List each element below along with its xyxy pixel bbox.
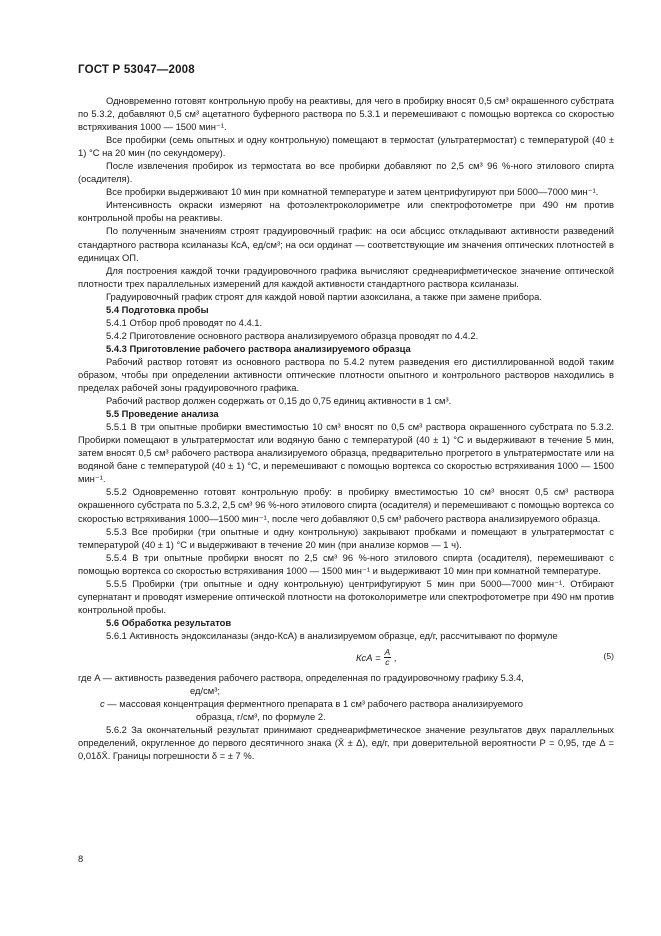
paragraph: Для построения каждой точки градуировочного графика вычисляют среднеарифметическое значение оптической плотности трех параллельных измерений для каждой активности стандартного раствора ксиланазы. bbox=[78, 264, 614, 289]
legend-symbol-a: A — bbox=[94, 671, 113, 683]
section-heading-5-6: 5.6 Обработка результатов bbox=[106, 616, 232, 628]
paragraph: 5.4.2 Приготовление основного раствора анализируемого образца проводят по 4.4.2. bbox=[106, 329, 479, 341]
document-header: ГОСТ Р 53047—2008 bbox=[78, 64, 195, 76]
section-heading-5-4: 5.4 Подготовка пробы bbox=[106, 303, 209, 315]
section-heading-5-5: 5.5 Проведение анализа bbox=[106, 408, 219, 420]
legend-item-c bbox=[78, 697, 614, 710]
paragraph: 5.6.1 Активность эндоксиланазы (эндо-КсА) в анализируемом образце, ед/г, рассчитывают по формуле bbox=[106, 629, 558, 641]
legend-text-c-cont: образца, г/см³, по формуле 2. bbox=[196, 711, 326, 723]
paragraph: По полученным значениям строят градуировочный график: на оси абсцисс откладывают активности разведений стандартного раствора ксиланазы КсА, ед/см³; на оси ординат — соответствующие им значения оптических плотностей в единицах ОП. bbox=[78, 225, 614, 263]
paragraph: 5.6.2 За окончательный результат принимают среднеарифметическое значение результатов двух параллельных определений, округленное до первого десятичного знака (X̄ ± Δ), ед/г, при доверительной вероятности P = 0,95, где Δ = 0,01δX̄. Границы погрешности δ = ± 7 %. bbox=[78, 724, 614, 762]
paragraph: Все пробирки выдерживают 10 мин при комнатной температуре и затем центрифугируют при 5000—7000 мин⁻¹. bbox=[106, 186, 599, 198]
formula-lhs: КсА = bbox=[356, 651, 381, 663]
section-heading-5-4-3: 5.4.3 Приготовление рабочего раствора анализируемого образца bbox=[106, 342, 411, 354]
formula-number: (5) bbox=[603, 650, 614, 661]
legend-text-c: массовая концентрация ферментного препарата в 1 см³ рабочего раствора анализируемого bbox=[119, 698, 523, 710]
legend-text-a: активность разведения рабочего раствора, определенная по градуировочному графику 5.3.4, bbox=[114, 671, 524, 683]
legend-text-a-cont: ед/см³; bbox=[190, 685, 220, 697]
paragraph: Градуировочный график строят для каждой новой партии азоксилана, а также при замене прибора. bbox=[106, 290, 542, 302]
document-body bbox=[78, 94, 614, 762]
paragraph: 5.5.1 В три опытные пробирки вместимостью 10 см³ вносят по 0,5 см³ раствора окрашенного субстрата по 5.3.2. Пробирки помещают в ультратермостат или водяную баню с температурой (40 ± 1) °С и выдерживают в течение 5 мин, затем вносят 0,5 см³ рабочего раствора анализируемого образца, предварительно прогретого в ультратермостате или на водяной бане с температурой (40 ± 1) °С, и перемешивают с помощью вортекса со скоростью встряхивания 1000 — 1500 мин⁻¹. bbox=[78, 421, 614, 485]
formula-numerator: A bbox=[384, 646, 391, 657]
paragraph: Все пробирки (семь опытных и одну контрольную) помещают в термостат (ультратермостат) с температурой (40 ± 1) °С на 20 мин (по секундомеру). bbox=[78, 134, 614, 159]
paragraph: Рабочий раствор должен содержать от 0,15 до 0,75 единиц активности в 1 см³. bbox=[106, 395, 452, 407]
formula-5 bbox=[78, 643, 614, 669]
legend-symbol-c: c — bbox=[100, 698, 117, 710]
paragraph: Одновременно готовят контрольную пробу на реактивы, для чего в пробирку вносят 0,5 см³ окрашенного субстрата по 5.3.2, добавляют 0,5 см³ ацетатного буферного раствора по 5.3.1 и перемешивают с помощью вортекса со скоростью встряхивания 1000 — 1500 мин⁻¹. bbox=[78, 95, 614, 133]
page-number: 8 bbox=[78, 853, 84, 864]
formula-fraction bbox=[384, 648, 392, 667]
paragraph: После извлечения пробирок из термостата во все пробирки добавляют по 2,5 см³ 96 %-ного этилового спирта (осадителя). bbox=[78, 160, 614, 185]
formula-expression bbox=[356, 648, 397, 667]
formula-legend bbox=[78, 671, 614, 723]
paragraph: 5.4.1 Отбор проб проводят по 4.4.1. bbox=[106, 316, 263, 328]
legend-item-a bbox=[78, 671, 614, 684]
formula-denominator: c bbox=[385, 656, 390, 667]
paragraph: 5.5.2 Одновременно готовят контрольную пробу: в пробирку вместимостью 10 см³ вносят 0,5 см³ раствора окрашенного субстрата по 5.3.2, 2,5 см³ 96 %-ного этилового спирта (осадителя) и перемешивают с помощью вортекса со скоростью встряхивания 1000—1500 мин⁻¹, после чего добавляют 0,5 см³ рабочего раствора анализируемого образца. bbox=[78, 486, 614, 524]
legend-intro: где bbox=[78, 671, 92, 683]
paragraph: Интенсивность окраски измеряют на фотоэлектроколориметре или спектрофотометре при 490 нм против контрольной пробы на реактивы. bbox=[78, 199, 614, 224]
paragraph: 5.5.5 Пробирки (три опытные и одну контрольную) центрифугируют 5 мин при 5000—7000 мин⁻¹. Отбирают супернатант и проводят измерение оптической плотности на фотоколориметре или спектрофотометре при 490 нм против контрольной пробы. bbox=[78, 577, 614, 615]
paragraph: Рабочий раствор готовят из основного раствора по 5.4.2 путем разведения его дистиллированной водой таким образом, чтобы при определении активности оптические плотности опытного и контрольного растворов находились в пределах рабочей зоны градуировочного графика. bbox=[78, 355, 614, 394]
formula-trail: , bbox=[394, 651, 397, 663]
paragraph: 5.5.4 В три опытные пробирки вносят по 2,5 см³ 96 %-ного этилового спирта (осадителя), перемешивают с помощью вортекса со скоростью встряхивания 1000 — 1500 мин⁻¹ и выдерживают 10 мин при комнатной температуре. bbox=[78, 551, 614, 576]
paragraph: 5.5.3 Все пробирки (три опытные и одну контрольную) закрывают пробками и помещают в ультратермостат с температурой (40 ± 1) °С и выдерживают в течение 20 мин (при анализе кормов — 1 ч). bbox=[78, 525, 614, 550]
